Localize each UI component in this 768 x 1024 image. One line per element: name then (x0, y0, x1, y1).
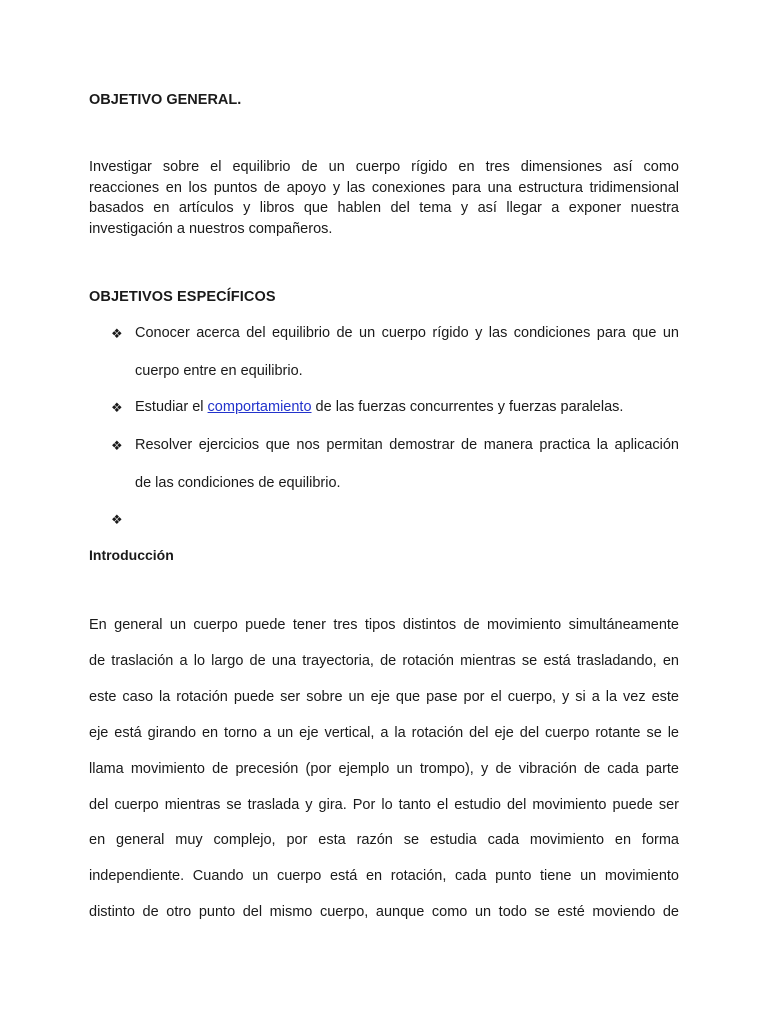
list-item-text (135, 315, 679, 390)
comportamiento-link[interactable]: comportamiento (207, 399, 312, 415)
paragraph-line: basados en artículos y libros que hablen del tema y así llegar a exponer nuestra (89, 200, 679, 217)
list-item-line: cuerpo entre en equilibrio. (135, 362, 303, 379)
paragraph-line: En general un cuerpo puede tener tres tipos distintos de movimiento simultáneamente (89, 617, 679, 633)
list-item-text-before: Estudiar el (135, 399, 208, 415)
diamond-bullet-icon: ❖ (111, 512, 123, 527)
paragraph-line: este caso la rotación puede ser sobre un eje que pase por el cuerpo, y si a la vez este (89, 688, 679, 705)
list-item-line: de las condiciones de equilibrio. (135, 474, 341, 491)
paragraph-line: reacciones en los puntos de apoyo y las conexiones para una estructura tridimensional (89, 179, 679, 196)
objetivos-especificos-heading: OBJETIVOS ESPECÍFICOS (89, 289, 276, 305)
paragraph-line: independiente. Cuando un cuerpo está en rotación, cada punto tiene un movimiento (89, 868, 679, 885)
paragraph-line: investigación a nuestros compañeros. (89, 221, 333, 238)
paragraph-line: Investigar sobre el equilibrio de un cuerpo rígido en tres dimensiones así como (89, 159, 679, 175)
introduccion-heading: Introducción (89, 547, 174, 563)
objetivo-general-heading: OBJETIVO GENERAL. (89, 92, 242, 108)
paragraph-line: de traslación a lo largo de una trayectoria, de rotación mientras se está trasladando, en (89, 652, 679, 669)
diamond-bullet-icon: ❖ (111, 400, 123, 415)
diamond-bullet-icon: ❖ (111, 326, 123, 341)
paragraph-line: en general muy complejo, por esta razón se estudia cada movimiento en forma (89, 832, 679, 849)
paragraph-line: eje está girando en torno a un eje vertical, a la rotación del eje del cuerpo rotante se le (89, 724, 679, 741)
list-item-text (135, 427, 679, 502)
paragraph-line: del cuerpo mientras se traslada y gira. Por lo tanto el estudio del movimiento puede ser (89, 796, 679, 813)
list-item-line: Resolver ejercicios que nos permitan demostrar de manera practica la aplicación (135, 437, 679, 453)
list-item-line: Conocer acerca del equilibrio de un cuerpo rígido y las condiciones para que un (135, 325, 679, 341)
list-item-line (135, 389, 679, 427)
list-item-text (135, 389, 679, 427)
paragraph-line: distinto de otro punto del mismo cuerpo, aunque como un todo se esté moviendo de (89, 904, 679, 921)
paragraph-line: llama movimiento de precesión (por ejemplo un trompo), y de vibración de cada parte (89, 760, 679, 777)
list-item-text-after: de las fuerzas concurrentes y fuerzas paralelas. (311, 399, 624, 415)
objetivo-general-paragraph (89, 157, 679, 240)
introduccion-paragraph (89, 608, 679, 931)
diamond-bullet-icon: ❖ (111, 438, 123, 453)
